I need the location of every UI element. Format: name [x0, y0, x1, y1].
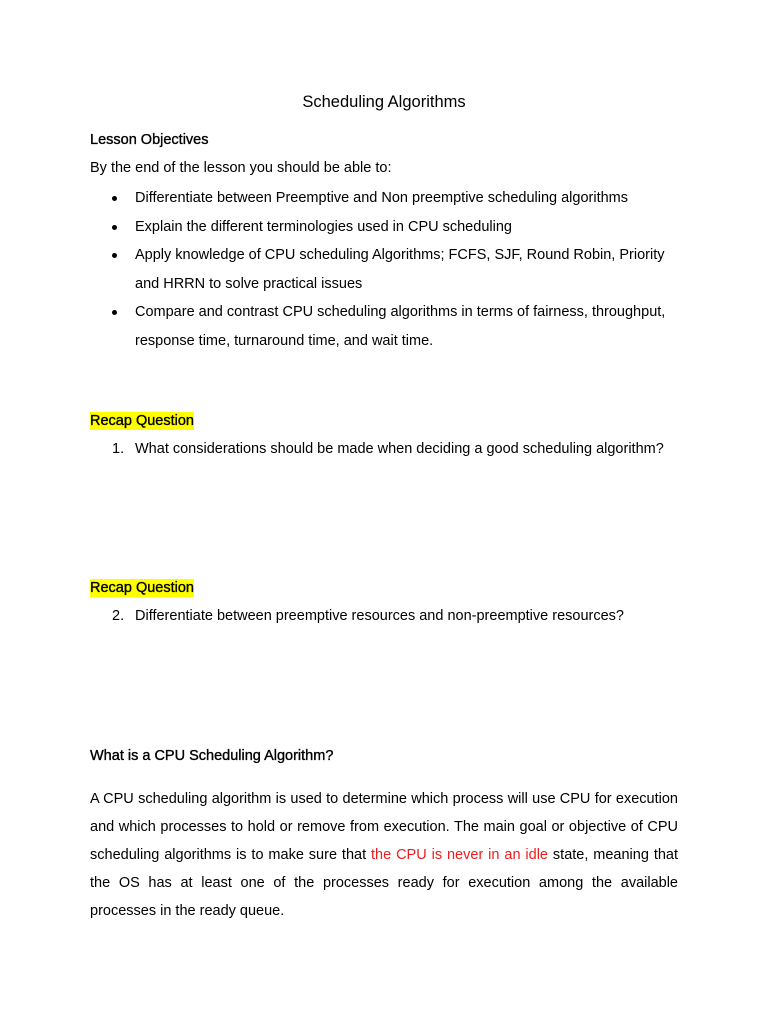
cpu-scheduling-definition-heading: What is a CPU Scheduling Algorithm?: [90, 748, 334, 764]
objective-item: [90, 298, 680, 355]
objective-text: Apply knowledge of CPU scheduling Algorithms; FCFS, SJF, Round Robin, Priority and HRRN to solve practical issues: [135, 247, 665, 292]
objectives-intro: By the end of the lesson you should be able to:: [90, 160, 392, 176]
objective-text: Differentiate between Preemptive and Non preemptive scheduling algorithms: [135, 190, 629, 206]
recap-question-1: [112, 441, 682, 457]
question-text: What considerations should be made when deciding a good scheduling algorithm?: [135, 441, 664, 457]
lesson-objectives-heading: Lesson Objectives: [90, 132, 209, 148]
objectives-list: [90, 184, 680, 355]
question-number: 1.: [112, 441, 125, 457]
objective-item: [90, 213, 680, 242]
paragraph-text-start: A CPU scheduling algorithm is used to determine which process will use CPU for execution and which processes to hold or remove from execution. The main goal or objective of CPU scheduling algorithms is to make sure that: [90, 791, 678, 863]
document-title: Scheduling Algorithms: [302, 93, 466, 111]
recap-question-heading-2: [90, 580, 194, 596]
objective-item: [90, 184, 680, 213]
objective-text: Explain the different terminologies used in CPU scheduling: [135, 218, 512, 235]
recap-question-heading-1: [90, 413, 194, 429]
paragraph-red-emphasis: the CPU is never in an idle: [371, 847, 548, 863]
objective-item: [90, 241, 680, 298]
question-text: Differentiate between preemptive resources and non-preemptive resources?: [135, 608, 624, 624]
paragraph-text-end: state, meaning that the OS has at least one of the processes ready for execution among the available processes in the ready queue.: [90, 847, 679, 919]
objective-text: Compare and contrast CPU scheduling algorithms in terms of fairness, throughput, response time, turnaround time, and wait time.: [135, 304, 666, 349]
recap-label-highlight: Recap Question: [90, 413, 194, 429]
bullet-icon: [112, 310, 117, 315]
recap-question-2: [112, 608, 682, 624]
bullet-icon: [112, 225, 117, 230]
bullet-icon: [112, 196, 117, 201]
recap-label-highlight: Recap Question: [90, 580, 194, 596]
question-number: 2.: [112, 608, 125, 624]
bullet-icon: [112, 253, 117, 258]
cpu-scheduling-definition-paragraph: [90, 785, 678, 925]
